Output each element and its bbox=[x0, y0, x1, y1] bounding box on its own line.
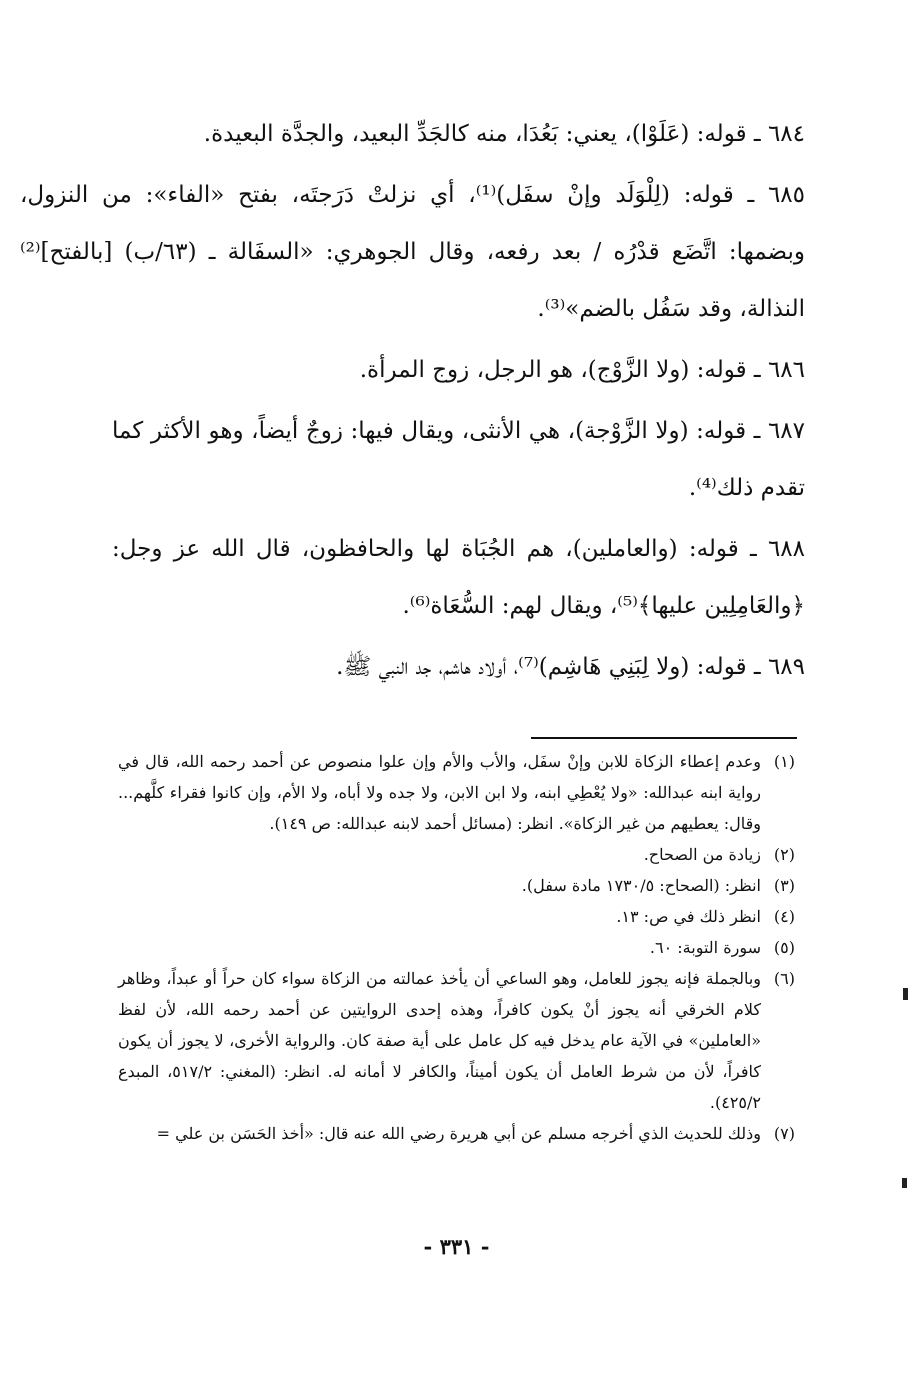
footnote-text: وبالجملة فإنه يجوز للعامل، وهو الساعي أن يأخذ عمالته من الزكاة سواء كان حراً أو عبداً، وظاهر كلام الخرقي أنه يجوز أنْ يكون كافراً، وهذه إحدى الروايتين عن أحمد رحمه الله، لأن لفظ «العاملين» في الآية عام يدخل فيه كل عامل على أية صفة كان. والرواية الأخرى، لا يجوز أن يكون كافراً، لأن من شرط العامل أن يكون أميناً، والكافر لا أمانه له. انظر: (المغني: ٥١٧/٢، المبدع ٤٢٥/٢). bbox=[118, 969, 761, 1112]
footnote-2 bbox=[118, 839, 795, 870]
footnote-1 bbox=[118, 746, 795, 839]
paragraph-688: ٦٨٨ ـ قوله: (والعاملين)، هم الجُبَاة لها والحافظون، قال الله عز وجل: ﴿والعَامِلِين عليها﴾⁽⁵⁾، ويقال لهم: السُّعَاة⁽⁶⁾. bbox=[112, 536, 805, 619]
footnote-text: زيادة من الصحاح. bbox=[643, 845, 761, 864]
footnote-3 bbox=[118, 870, 795, 901]
footnote-number: (٢) bbox=[773, 845, 795, 864]
footnote-5 bbox=[118, 932, 795, 963]
footnote-number: (٧) bbox=[773, 1124, 795, 1143]
paragraph-687: ٦٨٧ ـ قوله: (ولا الزَّوْجة)، هي الأنثى، ويقال فيها: زوجٌ أيضاً، وهو الأكثر كما تقدم ذلك⁽⁴⁾. bbox=[112, 418, 805, 501]
footnote-6 bbox=[118, 963, 795, 1118]
paragraph-686: ٦٨٦ ـ قوله: (ولا الزَّوْج)، هو الرجل، زوج المرأة. bbox=[359, 357, 805, 383]
footnote-text: وعدم إعطاء الزكاة للابن وإنْ سفَل، والأب والأم وإن علوا منصوص عن أحمد رحمه الله، قال في رواية ابنه عبدالله: «ولا يُعْطِي ابنه، ولا ابن الابن، ولا جده ولا أباه، ولا الأم، وإن كانوا فقراء كلَّهم... وقال: يعطيهم من غير الزكاة». انظر: (مسائل أحمد لابنه عبدالله: ص ١٤٩). bbox=[118, 752, 761, 833]
footnote-text: انظر: (الصحاح: ١٧٣٠/٥ مادة سفل). bbox=[521, 876, 761, 895]
main-text bbox=[20, 106, 806, 696]
footnote-text: سورة التوبة: ٦٠. bbox=[649, 938, 761, 957]
footnotes bbox=[118, 746, 795, 1149]
footnote-text: وذلك للحديث الذي أخرجه مسلم عن أبي هريرة رضي الله عنه قال: «أخذ الحَسَن بن علي = bbox=[156, 1124, 761, 1143]
scan-mark bbox=[902, 1178, 907, 1188]
footnote-number: (٥) bbox=[773, 938, 795, 957]
paragraph-685: ٦٨٥ ـ قوله: (لِلْوَلَد وإنْ سفَل)⁽¹⁾، أي نزلتْ دَرَجتَه، بفتح «الفاء»: من النزول، وبضمها: اتَّضَع قدْرُه / بعد رفعه، وقال الجوهري: «السفَالة ـ (٦٣/ب) [بالفتح]⁽²⁾ النذالة، وقد سَفُل بالضم»⁽³⁾. bbox=[20, 182, 806, 322]
page-number: - ٣٣١ - bbox=[423, 1234, 490, 1259]
footnote-7 bbox=[118, 1118, 795, 1149]
footnote-number: (١) bbox=[773, 752, 795, 771]
footnote-number: (٣) bbox=[773, 876, 795, 895]
paragraph-684: ٦٨٤ ـ قوله: (عَلَوْا)، يعني: بَعُدَا، منه كالجَدِّ البعيد، والجدَّة البعيدة. bbox=[203, 121, 805, 147]
footnote-text: انظر ذلك في ص: ١٣. bbox=[616, 907, 761, 926]
footnote-number: (٤) bbox=[773, 907, 795, 926]
scan-mark bbox=[903, 988, 908, 1000]
footnote-number: (٦) bbox=[773, 969, 795, 988]
paragraph-689: ٦٨٩ ـ قوله: (ولا لِبَنِي هَاشِم)⁽⁷⁾، أولاد هاشم، جد النبي ﷺ. bbox=[336, 654, 805, 680]
footnote-separator bbox=[531, 737, 797, 739]
footnote-4 bbox=[118, 901, 795, 932]
